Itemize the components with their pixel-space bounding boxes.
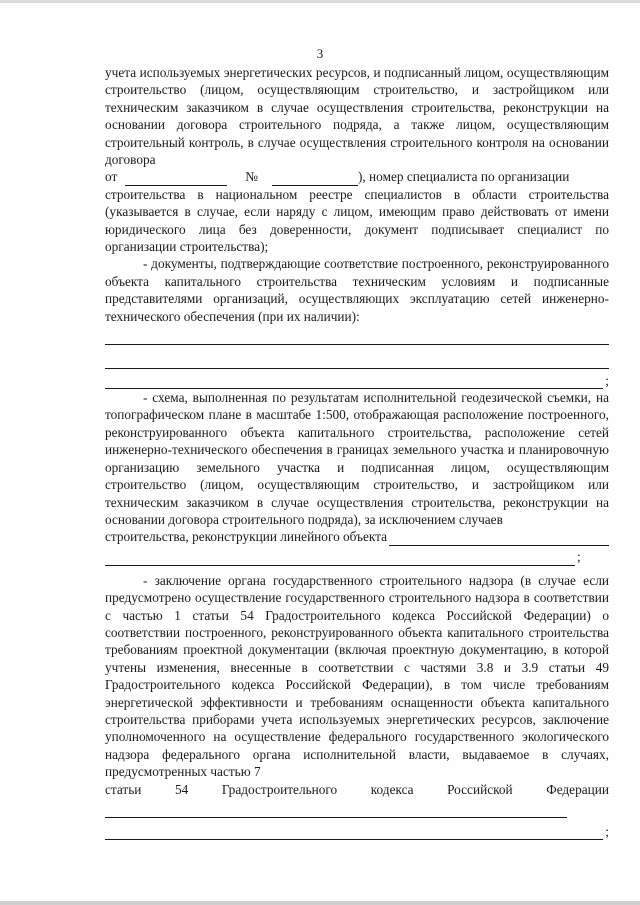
number-label: №: [245, 169, 258, 185]
contract-date-blank: [125, 173, 227, 186]
semicolon: ;: [605, 372, 609, 388]
page-number: 3: [316, 46, 324, 61]
linear-object-line: [105, 528, 609, 545]
scan-edge-top: [0, 0, 640, 3]
fill-line-5-row: [105, 798, 609, 818]
fill-line-1: [105, 331, 609, 345]
fill-line-5: [105, 805, 567, 818]
linear-object-text: строительства, реконструкции линейного объекта: [105, 529, 388, 545]
specialist-number-text: ), номер специалиста по организации: [357, 169, 570, 185]
scan-edge-bottom: [0, 901, 640, 905]
fill-line-4: [105, 553, 575, 566]
semicolon: ;: [605, 823, 609, 839]
from-label: от: [105, 169, 118, 185]
fill-line-3-row: [105, 369, 609, 389]
linear-object-blank: [389, 533, 609, 546]
document-body: [105, 64, 609, 840]
contract-reference-line: [105, 168, 609, 185]
fill-line-6-row: [105, 818, 609, 840]
fill-line-6: [105, 827, 603, 840]
paragraph-technical-conditions: - документы, подтверждающие соответствие построенного, реконструированного объекта капитального строительства техническим условиям и подписанные представителями организаций, осуществляющих эксплуатацию сетей инженерно-технического обеспечения (при их наличии):: [105, 256, 609, 324]
fill-line-3: [105, 376, 603, 389]
paragraph-supervision-conclusion-end: статьи 54 Градостроительного кодекса Российской Федерации: [105, 781, 609, 797]
paragraph-supervision-conclusion: - заключение органа государственного строительного надзора (в случае если предусмотрено осуществление государственного строительного надзора в соответствии с частью 1 статьи 54 Градостроительного кодекса Российской Федерации) о соответствии построенного, реконструированного объекта капитального строительства требованиям проектной документации (включая проектную документацию, в которой учтены изменения, внесенные в соответствии с частями 3.8 и 3.9 статьи 49 Градостроительного кодекса Российской Федерации), в том числе требованиям энергетической эффективности и требованиям оснащенности объекта капитального строительства приборами учета используемых энергетических ресурсов, заключение уполномоченного на осуществление федерального государственного экологического надзора федерального органа исполнительной власти, выдаваемое в случаях, предусмотренных частью 7: [105, 572, 609, 780]
fill-line-2: [105, 355, 609, 369]
paragraph-geodetic-scheme: - схема, выполненная по результатам исполнительной геодезической съемки, на топографическом плане в масштабе 1:500, отображающая расположение построенного, реконструированного объекта капитального строительства, расположение сетей инженерно-технического обеспечения в границах земельного участка и планировочную организацию земельного участка и подписанная лицом, осуществляющим строительство (лицом, осуществляющим строительство, и застройщиком или техническим заказчиком в случае осуществления строительства, реконструкции на основании договора строительного подряда), за исключением случаев: [105, 390, 609, 527]
contract-number-blank: [272, 173, 358, 186]
paragraph-specialist: строительства в национальном реестре специалистов в области строительства (указывается в случае, если наряду с лицом, имеющим право действовать от имени юридического лица без доверенности, документ подписывает специалист по организации строительства);: [105, 186, 609, 255]
fill-line-4-row: [105, 546, 609, 566]
semicolon: ;: [577, 549, 581, 565]
paragraph-signatures: учета используемых энергетических ресурсов, и подписанный лицом, осуществляющим строительство (лицом, осуществляющим строительство, и застройщиком или техническим заказчиком в случае осуществления строительства, реконструкции на основании договора строительного подряда, а также лицом, осуществляющим строительный контроль, в случае осуществления строительного контроля на основании договора: [105, 65, 609, 168]
